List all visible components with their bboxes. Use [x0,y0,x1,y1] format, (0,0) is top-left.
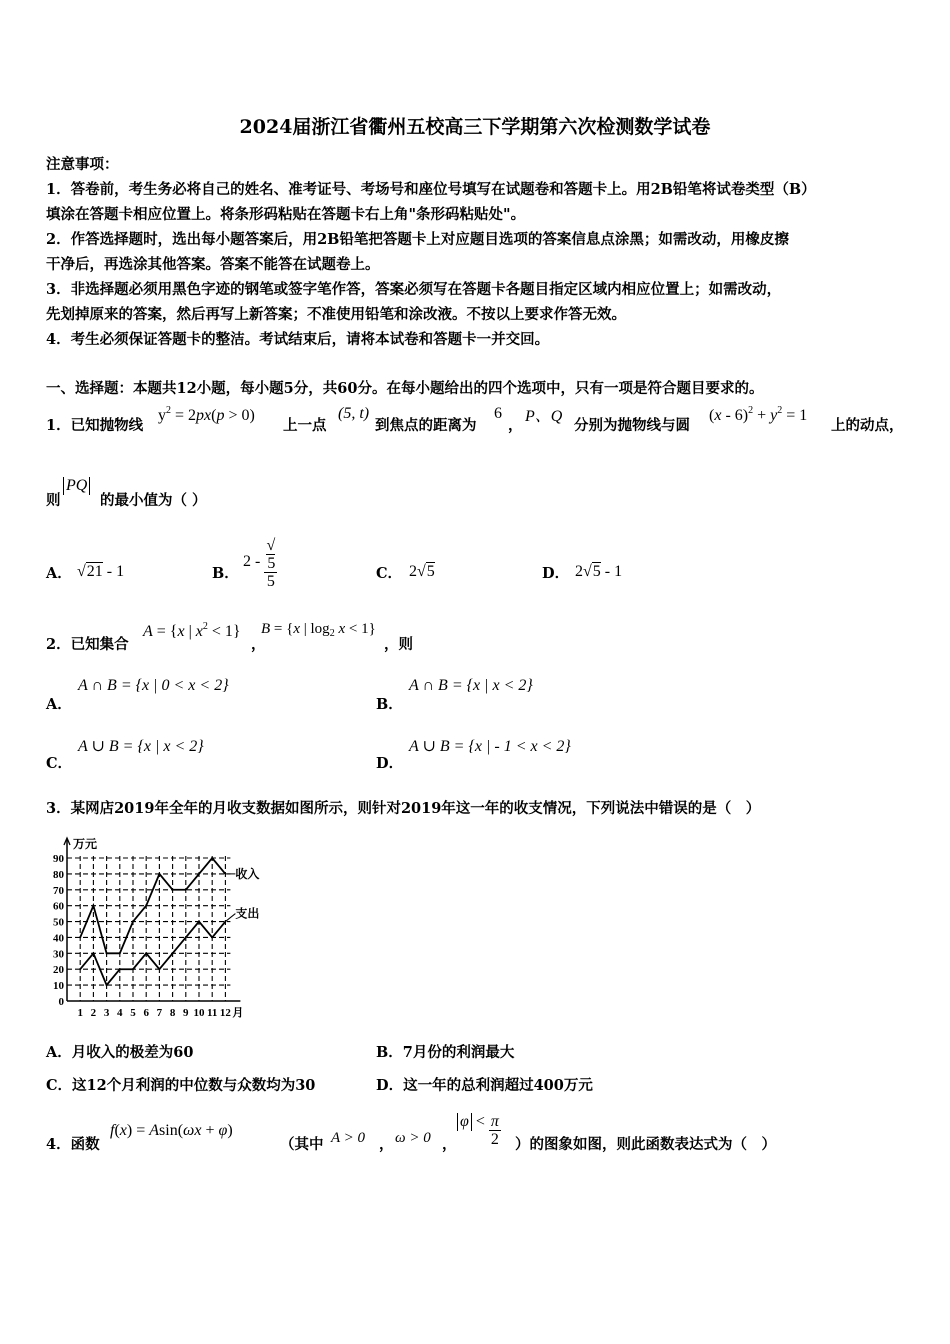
data-point [172,952,174,954]
q1-abs-pq-value: PQ [63,477,90,495]
q3-option-a: A．月收入的极差为60 [46,1044,194,1061]
option-label: D． [542,565,570,582]
chart-axes [64,838,240,1001]
notice-line: 3．非选择题必须用黑色字迹的钢笔或签字笔作答，答案必须写在答题卡各题目指定区域内相应位置上；如需改动， [46,281,782,298]
y-tick-label: 0 [58,996,64,1008]
q2-set-a: A = {x | $x^2 < 1$} [143,621,241,640]
q4-text: 4．函数 [46,1136,100,1153]
q2-option-a: A ∩ B = {x | 0 < x < 2} [78,677,229,694]
q2-text: ， [251,636,266,653]
x-tick-label: 12 [219,1007,231,1019]
q1-parabola-eq: $y^2 = 2px(p > 0)$ [158,405,255,424]
x-tick-label: 5 [130,1007,136,1019]
data-point [119,952,121,954]
option-label: C． [376,565,403,582]
x-tick-label: 4 [117,1007,123,1019]
q1-option-a: √21 - 1 [77,563,125,580]
x-tick-label: 7 [156,1007,163,1019]
data-point [132,921,134,923]
x-tick-label: 3 [103,1007,110,1019]
y-tick-label: 50 [53,916,64,929]
y-tick-label: 80 [53,868,64,881]
y-tick-label: 30 [53,948,64,961]
series-label: 支出 [235,906,260,921]
data-point [211,937,213,939]
data-point [172,889,174,891]
q3-option-b: B．7月份的利润最大 [376,1044,515,1061]
q4-function: f(x) = Asin(ωx + φ) [110,1122,233,1139]
q2-option-b: A ∩ B = {x | x < 2} [409,677,533,694]
q1-text: 上一点 [283,417,327,434]
q1-points-pq: P、Q [525,408,563,425]
q4-cond-phi [457,1113,501,1148]
x-axis-title: 月 [232,1006,244,1019]
q1-text: 的最小值为（ ） [100,492,207,509]
q2-set-b: B = {x | $\log_2 x < 1$} [261,621,376,639]
q1-option-d: 2√5 - 1 [575,563,623,580]
series-label: 收入 [235,866,260,881]
notice-line: 2．作答选择题时，选出每小题答案后，用2B铅笔把答题卡上对应题目选项的答案信息点涂黑；如需改动，用橡皮擦 [46,231,789,248]
q1-point: (5, t) [338,405,370,422]
q1-text: 分别为抛物线与圆 [574,417,690,434]
data-point [198,873,200,875]
x-tick-label: 11 [206,1007,218,1019]
q3-option-c: C．这12个月利润的中位数与众数均为30 [46,1077,316,1094]
q1-circle-eq: $(x - 6)^2 + y^2 = 1$ [709,405,808,424]
x-tick-label: 8 [169,1007,176,1019]
option-label: B． [212,565,239,582]
data-point [145,952,147,954]
y-tick-label: 20 [53,964,64,977]
x-tick-label: 9 [183,1007,189,1019]
y-tick-label: 90 [53,853,64,865]
y-tick-label: 60 [53,900,64,913]
q4-pi: π [490,1113,499,1130]
notice-line: 1．答卷前，考生务必将自己的姓名、准考证号、考场号和座位号填写在试题卷和答题卡上。用2B铅笔将试卷类型（B） [46,181,816,198]
q2-text: ，则 [384,636,413,653]
q4-cond-a: A > 0 [331,1130,366,1146]
option-label: D． [376,755,404,772]
data-point [93,952,95,954]
y-axis-title: 万元 [73,837,98,851]
q4-cond-omega: ω > 0 [395,1130,431,1146]
q2-text: 2．已知集合 [46,636,129,653]
q3-text: 3．某网店2019年全年的月收支数据如图所示，则针对2019年这一年的收支情况，下列说法中错误的是（ ） [46,800,761,817]
q4-phi: φ [457,1113,472,1131]
q2-option-c: A ∪ B = {x | x < 2} [78,738,204,755]
notice-line: 4．考生必须保证答题卡的整洁。考试结束后，请将本试卷和答题卡一并交回。 [46,331,550,348]
y-tick-label: 10 [53,980,64,993]
data-point [185,937,187,939]
data-point [79,937,81,939]
q1-text: ， [508,417,523,434]
data-point [79,968,81,970]
option-label: C． [46,755,73,772]
q4-text: ， [442,1136,457,1153]
notice-line: 先划掉原来的答案，然后再写上新答案；不准使用铅笔和涂改液。不按以上要求作答无效。 [46,306,626,323]
income-expense-chart [40,834,300,1020]
q1-text: 则 [46,492,61,509]
q1-text: 上的动点， [831,417,904,434]
x-tick-label: 1 [77,1007,83,1019]
option-label: A． [46,565,72,582]
q4-two: 2 [490,1131,499,1148]
data-point [159,968,161,970]
data-point [198,921,200,923]
data-point [132,968,134,970]
data-point [106,952,108,954]
legend-leader [225,914,235,922]
y-tick-label: 40 [53,932,64,945]
section-heading: 一、选择题：本题共12小题，每小题5分，共60分。在每小题给出的四个选项中，只有一项是符合题目要求的。 [46,380,764,397]
notice-line: 干净后，再选涂其他答案。答案不能答在试题卷上。 [46,256,380,273]
option-label: A． [46,696,72,713]
q4-text: ）的图象如图，则此函数表达式为（ ） [515,1136,776,1153]
q1-option-b: 2 - √ 5 5 [243,537,276,590]
y-tick-label: 70 [53,884,64,897]
q4-text: （其中 [280,1136,324,1153]
q2-option-d: A ∪ B = {x | - 1 < x < 2} [409,738,571,755]
page-title: 2024届浙江省衢州五校高三下学期第六次检测数学试卷 [239,116,711,138]
x-tick-label: 6 [143,1007,149,1019]
q1-distance: 6 [494,405,502,422]
q3-option-d: D．这一年的总利润超过400万元 [376,1077,593,1094]
x-tick-label: 10 [193,1007,205,1019]
data-point [159,873,161,875]
notice-line: 填涂在答题卡相应位置上。将条形码粘贴在答题卡右上角"条形码粘贴处"。 [46,206,526,223]
data-point [119,968,121,970]
data-point [211,857,213,859]
q4-text: ， [379,1136,394,1153]
q4-lt: < [475,1113,485,1130]
data-point [145,905,147,907]
q1-option-c: 2√5 [409,563,435,580]
notice-heading: 注意事项： [46,156,119,173]
x-tick-label: 2 [90,1007,97,1019]
data-point [106,984,108,986]
data-point [93,905,95,907]
q1-text: 1．已知抛物线 [46,417,144,434]
q1-text: 到焦点的距离为 [375,417,477,434]
option-label: B． [376,696,403,713]
data-point [185,889,187,891]
q1-abs-pq [63,477,90,495]
